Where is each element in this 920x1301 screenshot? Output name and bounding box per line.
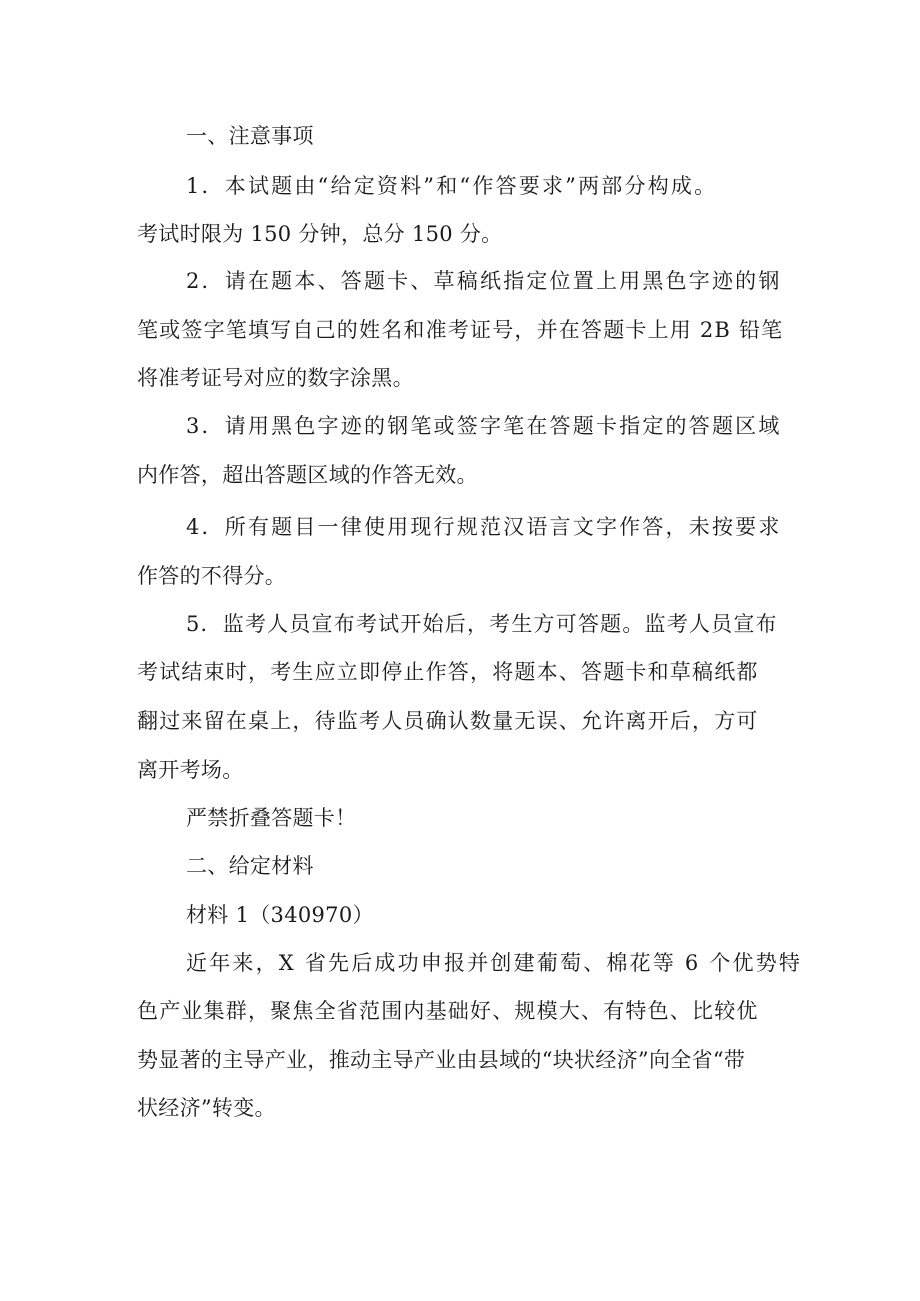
material-title: 材料 1（340970） bbox=[186, 903, 374, 927]
paragraph-line: 笔或签字笔填写自己的姓名和准考证号，并在答题卡上用 2B 铅笔 bbox=[137, 318, 784, 342]
paragraph-line: 离开考场。 bbox=[137, 758, 244, 782]
paragraph-line: 考试结束时，考生应立即停止作答，将题本、答题卡和草稿纸都 bbox=[137, 660, 759, 684]
paragraph-line: 2．请在题本、答题卡、草稿纸指定位置上用黑色字迹的钢 bbox=[186, 269, 782, 293]
section-heading-materials: 二、给定材料 bbox=[186, 854, 314, 878]
paragraph-line: 5．监考人员宣布考试开始后，考生方可答题。监考人员宣布 bbox=[186, 612, 778, 636]
paragraph-line: 作答的不得分。 bbox=[137, 564, 287, 588]
paragraph-line: 近年来，X 省先后成功申报并创建葡萄、棉花等 6 个优势特 bbox=[186, 951, 803, 975]
paragraph-line: 势显著的主导产业，推动主导产业由县域的“块状经济”向全省“带 bbox=[137, 1048, 746, 1072]
paragraph-line: 翻过来留在桌上，待监考人员确认数量无误、允许离开后，方可 bbox=[137, 709, 759, 733]
section-heading-notes: 一、注意事项 bbox=[186, 124, 314, 148]
warning-line: 严禁折叠答题卡！ bbox=[186, 806, 357, 830]
paragraph-line: 色产业集群，聚焦全省范围内基础好、规模大、有特色、比较优 bbox=[137, 999, 759, 1023]
paragraph-line: 内作答，超出答题区域的作答无效。 bbox=[137, 463, 478, 487]
paragraph-line: 3．请用黑色字迹的钢笔或签字笔在答题卡指定的答题区域 bbox=[186, 414, 782, 438]
paragraph-line: 1．本试题由“给定资料”和“作答要求”两部分构成。 bbox=[186, 174, 718, 198]
paragraph-line: 考试时限为 150 分钟，总分 150 分。 bbox=[137, 222, 503, 246]
paragraph-line: 将准考证号对应的数字涂黑。 bbox=[137, 366, 414, 390]
paragraph-line: 4．所有题目一律使用现行规范汉语言文字作答，未按要求 bbox=[186, 515, 782, 539]
paragraph-line: 状经济”转变。 bbox=[137, 1096, 276, 1120]
